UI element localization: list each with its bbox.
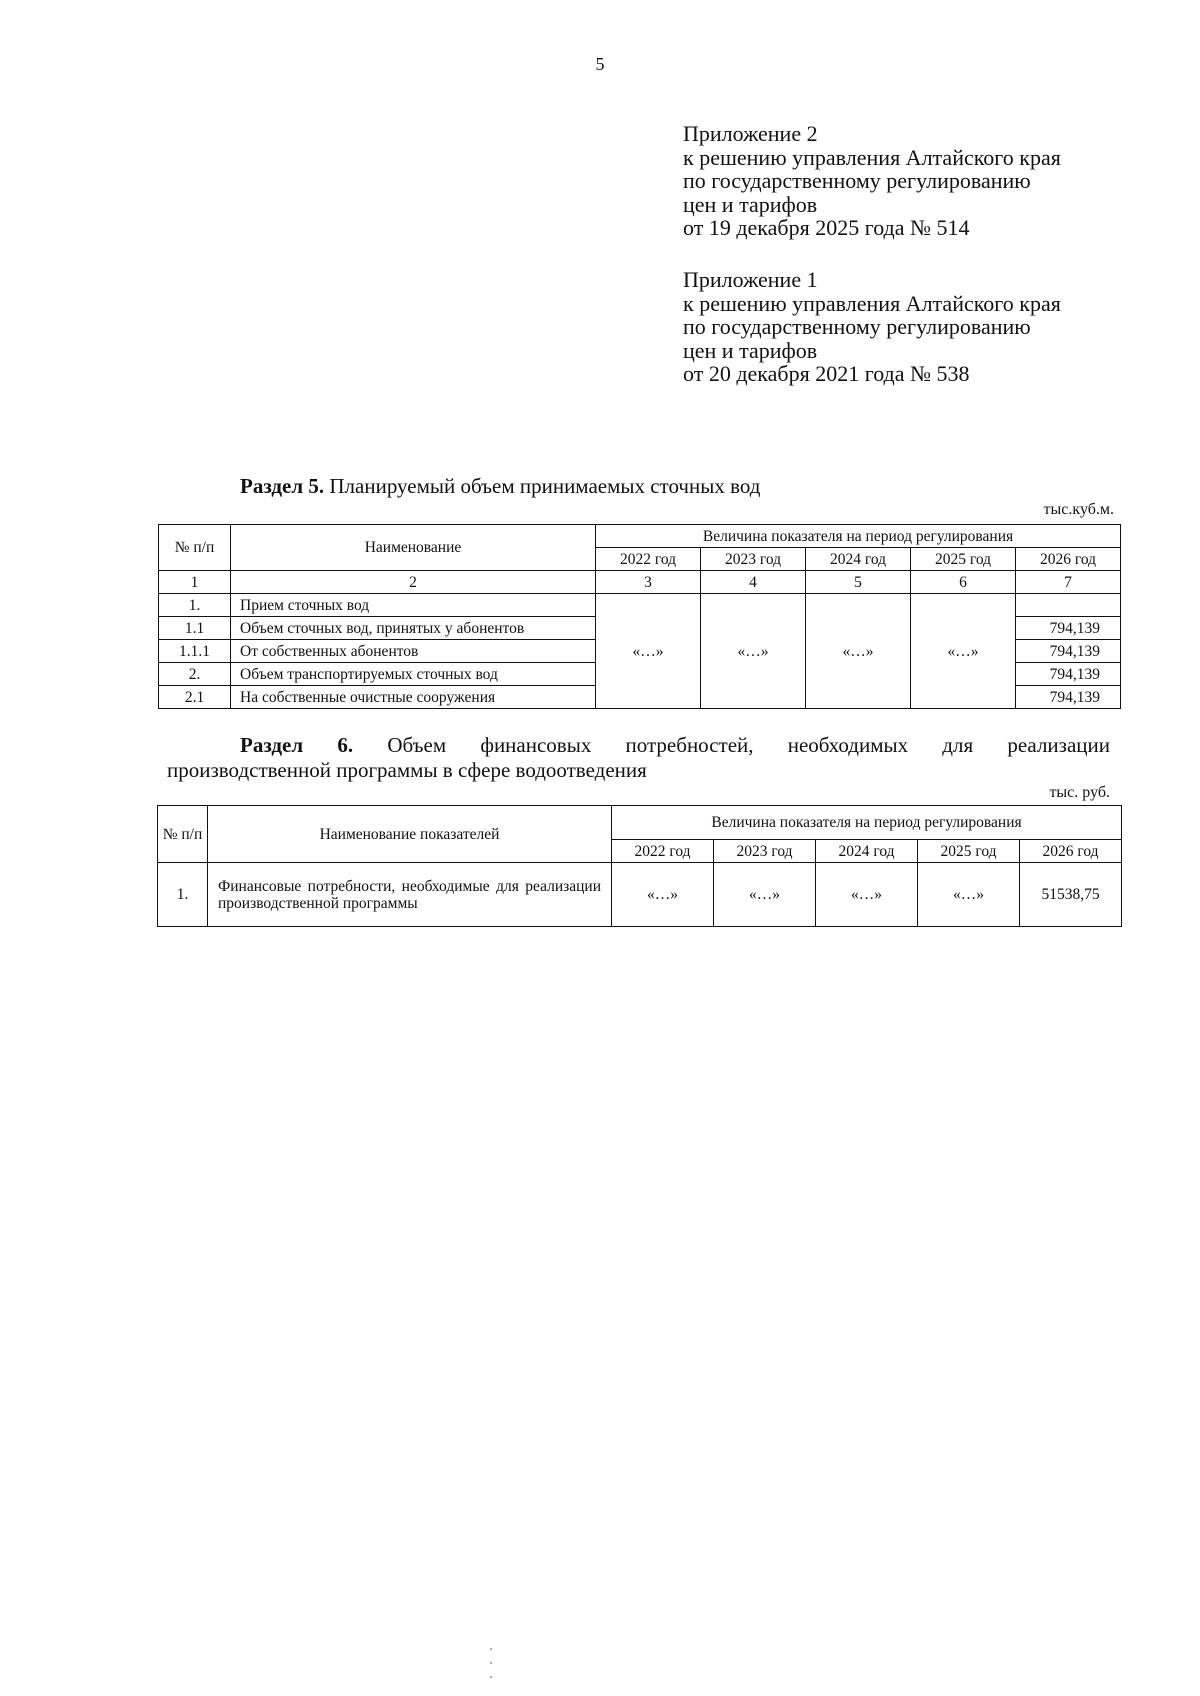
section-5-label: Раздел 5. <box>240 474 325 498</box>
column-number: 2 <box>231 571 596 594</box>
header-period: Величина показателя на период регулирования <box>612 806 1122 840</box>
appendix-line: цен и тарифов <box>683 191 818 217</box>
table-column-numbers-row <box>159 571 1121 594</box>
row-name: От собственных абонентов <box>231 640 596 663</box>
table-row <box>158 863 1122 927</box>
section-5-table <box>158 524 1121 709</box>
header-year: 2025 год <box>918 840 1020 863</box>
header-period: Величина показателя на период регулирования <box>596 525 1121 548</box>
header-num: № п/п <box>158 806 208 863</box>
appendix-line: по государственному регулированию <box>683 168 1031 193</box>
column-number: 1 <box>159 571 231 594</box>
header-year: 2026 год <box>1020 840 1122 863</box>
header-year: 2026 год <box>1016 548 1121 571</box>
header-name: Наименование показателей <box>208 806 612 863</box>
header-year: 2025 год <box>911 548 1016 571</box>
appendix-line: Приложение 2 <box>683 121 818 146</box>
section-6-label: Раздел 6. <box>240 733 354 757</box>
row-name: На собственные очистные сооружения <box>231 686 596 709</box>
row-num: 1. <box>159 594 231 617</box>
appendix-line: Приложение 1 <box>683 267 818 292</box>
header-year: 2022 год <box>596 548 701 571</box>
row-name: Прием сточных вод <box>231 594 596 617</box>
section-6-unit: тыс. руб. <box>1049 784 1110 801</box>
header-year: 2024 год <box>816 840 918 863</box>
row-num: 2. <box>159 663 231 686</box>
appendix-1-header <box>683 268 1061 386</box>
column-number: 7 <box>1016 571 1121 594</box>
value-2026: 794,139 <box>1016 663 1121 686</box>
value-2026: 794,139 <box>1016 640 1121 663</box>
row-name: Объем сточных вод, принятых у абонентов <box>231 617 596 640</box>
header-year: 2022 год <box>612 840 714 863</box>
row-num: 1. <box>158 863 208 927</box>
row-num: 2.1 <box>159 686 231 709</box>
scan-mark <box>490 1648 492 1650</box>
value-2026 <box>1016 594 1121 617</box>
section-6-title-line-2: производственной программы в сфере водоотведения <box>167 758 647 782</box>
table-header-row <box>158 806 1122 840</box>
row-num: 1.1.1 <box>159 640 231 663</box>
table-header-row <box>159 525 1121 548</box>
section-6-table <box>157 805 1122 927</box>
value-2025: «…» <box>918 863 1020 927</box>
section-5-title <box>240 474 760 499</box>
value-2025: «…» <box>911 594 1016 709</box>
row-name: Финансовые потребности, необходимые для реализации производственной программы <box>208 863 612 927</box>
column-number: 5 <box>806 571 911 594</box>
value-2023: «…» <box>714 863 816 927</box>
header-year: 2023 год <box>701 548 806 571</box>
column-number: 4 <box>701 571 806 594</box>
header-year: 2024 год <box>806 548 911 571</box>
appendix-line: к решению управления Алтайского края <box>683 290 1061 316</box>
appendix-line: к решению управления Алтайского края <box>683 144 1061 170</box>
column-number: 3 <box>596 571 701 594</box>
value-2026: 794,139 <box>1016 686 1121 709</box>
appendix-2-header <box>683 122 1061 240</box>
header-year: 2023 год <box>714 840 816 863</box>
value-2022: «…» <box>596 594 701 709</box>
value-2026: 51538,75 <box>1020 863 1122 927</box>
appendix-line: по государственному регулированию <box>683 314 1031 339</box>
appendix-line: цен и тарифов <box>683 337 818 363</box>
header-num: № п/п <box>159 525 231 571</box>
section-6-title <box>167 733 1110 783</box>
scan-mark <box>490 1676 492 1678</box>
appendix-line: от 19 декабря 2025 года № 514 <box>683 215 970 240</box>
column-number: 6 <box>911 571 1016 594</box>
row-name: Объем транспортируемых сточных вод <box>231 663 596 686</box>
appendix-line: от 20 декабря 2021 года № 538 <box>683 361 970 386</box>
value-2022: «…» <box>612 863 714 927</box>
section-6-title-line-1 <box>167 733 1110 758</box>
section-5-unit: тыс.куб.м. <box>1043 501 1114 518</box>
page-number: 5 <box>595 54 605 74</box>
header-name: Наименование <box>231 525 596 571</box>
value-2024: «…» <box>816 863 918 927</box>
row-num: 1.1 <box>159 617 231 640</box>
value-2026: 794,139 <box>1016 617 1121 640</box>
value-2023: «…» <box>701 594 806 709</box>
section-5-title-text: Планируемый объем принимаемых сточных вод <box>324 474 761 498</box>
value-2024: «…» <box>806 594 911 709</box>
scan-mark <box>490 1662 492 1664</box>
section-6-title-text: Объем финансовых потребностей, необходимых для реализации <box>353 733 1110 757</box>
table-row <box>159 594 1121 617</box>
